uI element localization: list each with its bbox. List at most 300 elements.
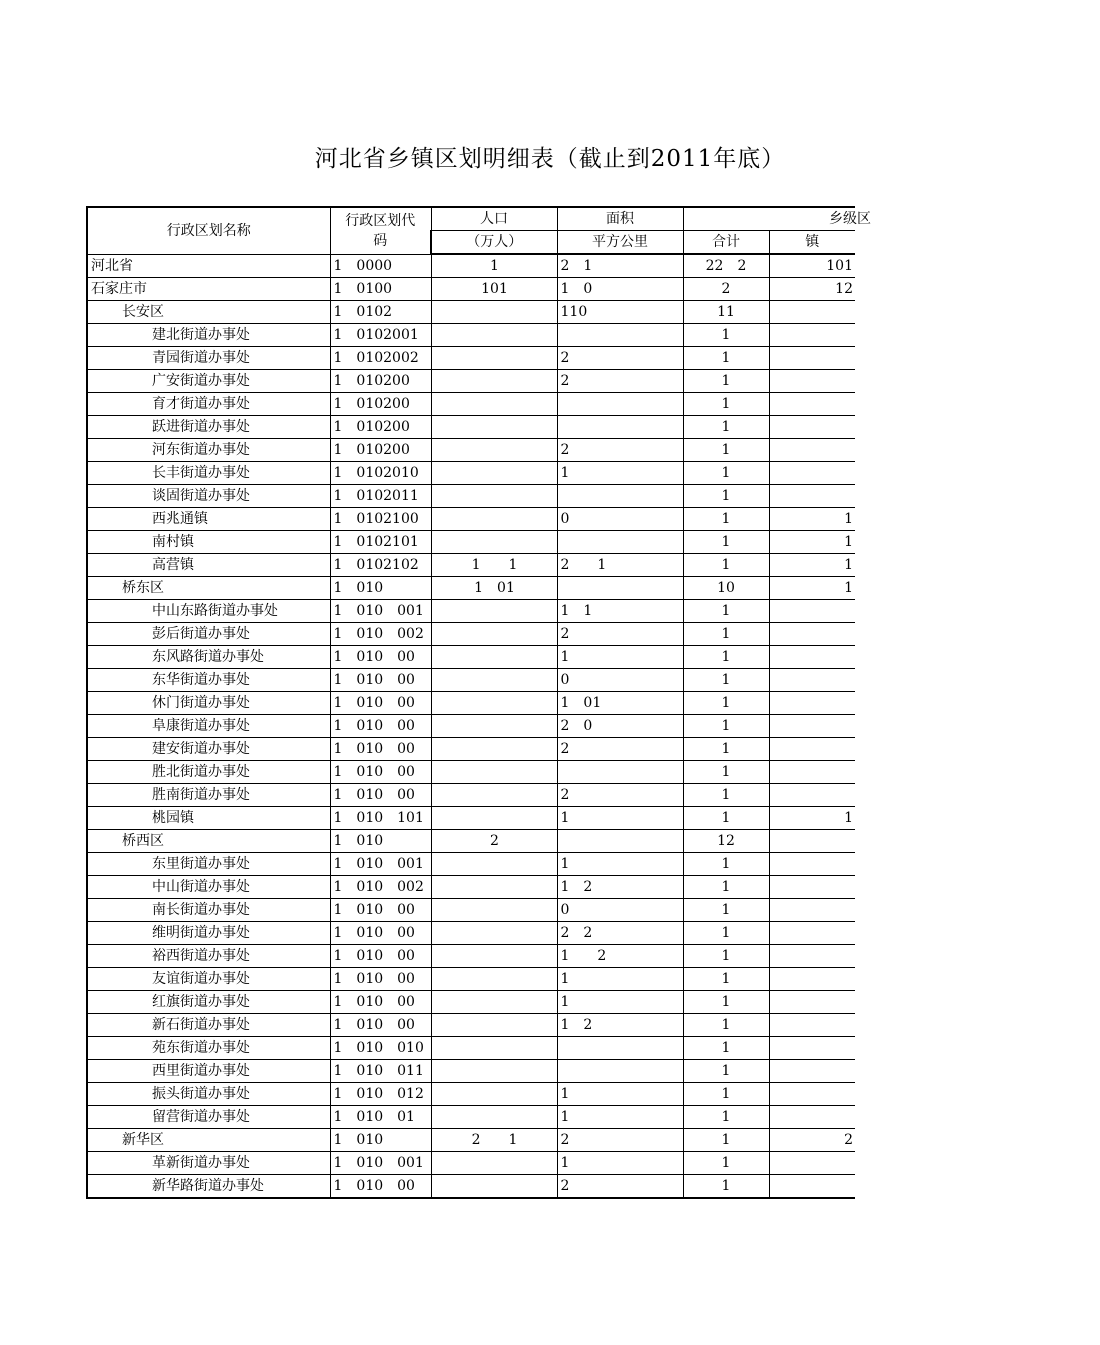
table-row xyxy=(87,1014,855,1037)
row-area xyxy=(557,1037,683,1060)
row-population xyxy=(431,761,557,784)
row-town-count xyxy=(769,1037,855,1060)
header-town: 镇 xyxy=(769,231,855,255)
row-area: 2 xyxy=(557,623,683,646)
row-area: 0 xyxy=(557,508,683,531)
row-total: 1 xyxy=(683,692,769,715)
row-name: 中山东路街道办事处 xyxy=(87,600,330,623)
row-town-count xyxy=(769,830,855,853)
row-area xyxy=(557,393,683,416)
row-name: 新石街道办事处 xyxy=(87,1014,330,1037)
header-pop-unit: （万人） xyxy=(431,231,557,255)
row-town-count xyxy=(769,416,855,439)
row-area: 0 xyxy=(557,899,683,922)
row-town-count xyxy=(769,485,855,508)
row-population xyxy=(431,669,557,692)
row-code: 1 010 00 xyxy=(330,692,431,715)
row-population xyxy=(431,393,557,416)
table-row xyxy=(87,876,855,899)
row-population xyxy=(431,1106,557,1129)
row-code: 1 010200 xyxy=(330,393,431,416)
row-total: 1 xyxy=(683,393,769,416)
row-population xyxy=(431,922,557,945)
row-population xyxy=(431,738,557,761)
row-name: 河东街道办事处 xyxy=(87,439,330,462)
table-row xyxy=(87,278,855,301)
row-area: 2 xyxy=(557,1175,683,1199)
row-area xyxy=(557,761,683,784)
row-name: 中山街道办事处 xyxy=(87,876,330,899)
row-population xyxy=(431,853,557,876)
table-row xyxy=(87,899,855,922)
row-population: 101 xyxy=(431,278,557,301)
row-population xyxy=(431,508,557,531)
table-row xyxy=(87,646,855,669)
table-row xyxy=(87,853,855,876)
header-area-unit: 平方公里 xyxy=(557,231,683,255)
row-area: 1 xyxy=(557,807,683,830)
header-total: 合计 xyxy=(683,231,769,255)
row-population xyxy=(431,807,557,830)
row-code: 1 010 00 xyxy=(330,1014,431,1037)
row-town-count xyxy=(769,393,855,416)
row-code: 1 010 011 xyxy=(330,1060,431,1083)
row-name: 谈固街道办事处 xyxy=(87,485,330,508)
row-town-count xyxy=(769,669,855,692)
row-population: 1 xyxy=(431,254,557,278)
row-code: 1 010 002 xyxy=(330,876,431,899)
row-population xyxy=(431,347,557,370)
row-town-count xyxy=(769,347,855,370)
row-population xyxy=(431,462,557,485)
row-name: 广安街道办事处 xyxy=(87,370,330,393)
row-code: 1 010 00 xyxy=(330,715,431,738)
row-name: 桥西区 xyxy=(87,830,330,853)
row-town-count xyxy=(769,991,855,1014)
header-code-line1: 行政区划代 xyxy=(345,212,416,229)
row-town-count: 1 xyxy=(769,577,855,600)
row-total: 12 xyxy=(683,830,769,853)
row-name: 青园街道办事处 xyxy=(87,347,330,370)
row-town-count xyxy=(769,784,855,807)
table-row xyxy=(87,508,855,531)
row-population xyxy=(431,715,557,738)
row-area: 2 xyxy=(557,370,683,393)
row-code: 1 0102002 xyxy=(330,347,431,370)
row-total: 1 xyxy=(683,508,769,531)
row-total: 11 xyxy=(683,301,769,324)
row-town-count xyxy=(769,899,855,922)
row-area xyxy=(557,485,683,508)
row-name: 休门街道办事处 xyxy=(87,692,330,715)
row-code: 1 0102102 xyxy=(330,554,431,577)
table-row xyxy=(87,991,855,1014)
row-code: 1 0102100 xyxy=(330,508,431,531)
row-area: 1 xyxy=(557,1106,683,1129)
row-name: 东风路街道办事处 xyxy=(87,646,330,669)
row-name: 高营镇 xyxy=(87,554,330,577)
row-total: 1 xyxy=(683,876,769,899)
row-code: 1 010 001 xyxy=(330,600,431,623)
table-row xyxy=(87,554,855,577)
row-area: 2 xyxy=(557,439,683,462)
table-row xyxy=(87,715,855,738)
row-area: 1 xyxy=(557,1083,683,1106)
table-row xyxy=(87,1175,855,1199)
row-total: 1 xyxy=(683,1037,769,1060)
table-row xyxy=(87,531,855,554)
row-total: 1 xyxy=(683,1106,769,1129)
row-area xyxy=(557,830,683,853)
header-code xyxy=(330,207,431,254)
row-area: 110 xyxy=(557,301,683,324)
row-population xyxy=(431,991,557,1014)
row-total: 1 xyxy=(683,991,769,1014)
row-area: 1 xyxy=(557,462,683,485)
row-population xyxy=(431,945,557,968)
row-name: 新华路街道办事处 xyxy=(87,1175,330,1199)
table-row xyxy=(87,393,855,416)
row-name: 桥东区 xyxy=(87,577,330,600)
table-row xyxy=(87,669,855,692)
row-code: 1 010 00 xyxy=(330,669,431,692)
row-total: 10 xyxy=(683,577,769,600)
row-code: 1 010200 xyxy=(330,370,431,393)
row-population: 1 1 xyxy=(431,554,557,577)
division-table xyxy=(86,206,871,1199)
row-total: 1 xyxy=(683,462,769,485)
row-area: 2 xyxy=(557,738,683,761)
row-code: 1 010 00 xyxy=(330,646,431,669)
row-town-count xyxy=(769,692,855,715)
row-area: 1 1 xyxy=(557,600,683,623)
row-town-count xyxy=(769,922,855,945)
row-code: 1 010 001 xyxy=(330,1152,431,1175)
row-name: 彭后街道办事处 xyxy=(87,623,330,646)
row-name: 建安街道办事处 xyxy=(87,738,330,761)
table-row xyxy=(87,945,855,968)
row-code: 1 010 xyxy=(330,1129,431,1152)
row-total: 1 xyxy=(683,324,769,347)
row-town-count xyxy=(769,715,855,738)
row-area: 2 2 xyxy=(557,922,683,945)
row-population xyxy=(431,370,557,393)
row-population xyxy=(431,1175,557,1199)
row-area xyxy=(557,577,683,600)
table-row xyxy=(87,922,855,945)
row-total: 1 xyxy=(683,968,769,991)
table-row xyxy=(87,1037,855,1060)
row-town-count: 1 xyxy=(769,508,855,531)
row-town-count xyxy=(769,876,855,899)
header-township-label: 乡级区 xyxy=(829,211,871,227)
header-code-line2: 码 xyxy=(373,232,388,249)
table-body xyxy=(87,254,855,1198)
row-code: 1 010 00 xyxy=(330,968,431,991)
row-population xyxy=(431,416,557,439)
row-town-count xyxy=(769,1083,855,1106)
row-town-count: 101 xyxy=(769,254,855,278)
table-header xyxy=(87,207,871,254)
row-area: 2 1 xyxy=(557,554,683,577)
table-row xyxy=(87,1106,855,1129)
row-total: 1 xyxy=(683,370,769,393)
row-population xyxy=(431,899,557,922)
row-area: 2 xyxy=(557,1129,683,1152)
table-row xyxy=(87,439,855,462)
row-code: 1 010 010 xyxy=(330,1037,431,1060)
row-name: 东华街道办事处 xyxy=(87,669,330,692)
row-population xyxy=(431,1152,557,1175)
table-row xyxy=(87,324,855,347)
row-population xyxy=(431,600,557,623)
row-code: 1 010 001 xyxy=(330,853,431,876)
row-name: 维明街道办事处 xyxy=(87,922,330,945)
row-town-count xyxy=(769,600,855,623)
row-area: 1 2 xyxy=(557,945,683,968)
row-total: 1 xyxy=(683,761,769,784)
row-population xyxy=(431,439,557,462)
header-area: 面积 xyxy=(557,207,683,231)
row-total: 1 xyxy=(683,416,769,439)
row-area: 2 xyxy=(557,347,683,370)
row-total: 1 xyxy=(683,554,769,577)
row-population xyxy=(431,623,557,646)
row-area: 2 0 xyxy=(557,715,683,738)
row-total: 1 xyxy=(683,1175,769,1199)
table-row xyxy=(87,692,855,715)
row-area xyxy=(557,416,683,439)
row-population xyxy=(431,324,557,347)
row-town-count xyxy=(769,1152,855,1175)
row-total: 1 xyxy=(683,669,769,692)
table-row xyxy=(87,968,855,991)
row-town-count xyxy=(769,1060,855,1083)
row-town-count xyxy=(769,301,855,324)
row-code: 1 010 00 xyxy=(330,1175,431,1199)
row-total: 1 xyxy=(683,646,769,669)
row-name: 红旗街道办事处 xyxy=(87,991,330,1014)
table-row xyxy=(87,1129,855,1152)
row-name: 桃园镇 xyxy=(87,807,330,830)
row-area: 1 01 xyxy=(557,692,683,715)
row-population xyxy=(431,1083,557,1106)
row-code: 1 010 01 xyxy=(330,1106,431,1129)
row-name: 阜康街道办事处 xyxy=(87,715,330,738)
row-population xyxy=(431,1037,557,1060)
row-town-count xyxy=(769,1106,855,1129)
row-area xyxy=(557,324,683,347)
row-name: 南长街道办事处 xyxy=(87,899,330,922)
row-area: 1 2 xyxy=(557,876,683,899)
table-row xyxy=(87,462,855,485)
row-total: 1 xyxy=(683,347,769,370)
row-code: 1 010200 xyxy=(330,439,431,462)
row-name: 石家庄市 xyxy=(87,278,330,301)
row-name: 南村镇 xyxy=(87,531,330,554)
row-name: 育才街道办事处 xyxy=(87,393,330,416)
row-population xyxy=(431,968,557,991)
row-name: 跃进街道办事处 xyxy=(87,416,330,439)
row-town-count xyxy=(769,439,855,462)
row-population xyxy=(431,646,557,669)
table-row xyxy=(87,577,855,600)
row-name: 建北街道办事处 xyxy=(87,324,330,347)
row-area: 2 1 xyxy=(557,254,683,278)
row-total: 1 xyxy=(683,807,769,830)
row-name: 裕西街道办事处 xyxy=(87,945,330,968)
row-population xyxy=(431,784,557,807)
table-row xyxy=(87,485,855,508)
row-code: 1 0102 xyxy=(330,301,431,324)
row-town-count xyxy=(769,370,855,393)
row-code: 1 010 012 xyxy=(330,1083,431,1106)
row-town-count xyxy=(769,968,855,991)
row-total: 2 xyxy=(683,278,769,301)
row-town-count: 2 xyxy=(769,1129,855,1152)
row-total: 1 xyxy=(683,623,769,646)
row-total: 1 xyxy=(683,1083,769,1106)
row-total: 1 xyxy=(683,1129,769,1152)
table-row xyxy=(87,1060,855,1083)
row-total: 1 xyxy=(683,853,769,876)
row-total: 1 xyxy=(683,922,769,945)
row-town-count xyxy=(769,646,855,669)
table-row xyxy=(87,1152,855,1175)
page-title: 河北省乡镇区划明细表（截止到2011年底） xyxy=(314,146,786,172)
row-area: 1 xyxy=(557,991,683,1014)
row-code: 1 0000 xyxy=(330,254,431,278)
row-name: 西兆通镇 xyxy=(87,508,330,531)
table-row xyxy=(87,254,855,278)
row-population: 2 1 xyxy=(431,1129,557,1152)
row-name: 西里街道办事处 xyxy=(87,1060,330,1083)
row-total: 1 xyxy=(683,1060,769,1083)
row-total: 1 xyxy=(683,715,769,738)
row-town-count: 12 xyxy=(769,278,855,301)
row-code: 1 010 xyxy=(330,830,431,853)
row-code: 1 010 00 xyxy=(330,922,431,945)
row-code: 1 010 00 xyxy=(330,738,431,761)
row-area xyxy=(557,1060,683,1083)
table-row xyxy=(87,600,855,623)
row-population: 1 01 xyxy=(431,577,557,600)
row-town-count: 1 xyxy=(769,531,855,554)
row-population xyxy=(431,692,557,715)
division-table-container xyxy=(86,206,871,1199)
row-population xyxy=(431,1060,557,1083)
table-row xyxy=(87,738,855,761)
row-name: 留营街道办事处 xyxy=(87,1106,330,1129)
row-code: 1 010 00 xyxy=(330,945,431,968)
row-area: 1 0 xyxy=(557,278,683,301)
table-row xyxy=(87,370,855,393)
row-town-count xyxy=(769,1175,855,1199)
row-total: 22 2 xyxy=(683,254,769,278)
row-code: 1 0102010 xyxy=(330,462,431,485)
row-town-count xyxy=(769,738,855,761)
row-code: 1 0102011 xyxy=(330,485,431,508)
table-row xyxy=(87,830,855,853)
row-area: 2 xyxy=(557,784,683,807)
row-code: 1 010 xyxy=(330,577,431,600)
row-name: 河北省 xyxy=(87,254,330,278)
row-town-count xyxy=(769,1014,855,1037)
row-area: 1 xyxy=(557,968,683,991)
row-area: 1 xyxy=(557,646,683,669)
row-area: 0 xyxy=(557,669,683,692)
row-town-count xyxy=(769,945,855,968)
row-name: 新华区 xyxy=(87,1129,330,1152)
row-name: 友谊街道办事处 xyxy=(87,968,330,991)
table-row xyxy=(87,416,855,439)
row-population xyxy=(431,301,557,324)
row-town-count: 1 xyxy=(769,554,855,577)
row-area xyxy=(557,531,683,554)
row-total: 1 xyxy=(683,738,769,761)
table-row xyxy=(87,807,855,830)
table-row xyxy=(87,784,855,807)
row-population xyxy=(431,485,557,508)
table-row xyxy=(87,301,855,324)
row-name: 长丰街道办事处 xyxy=(87,462,330,485)
row-population xyxy=(431,531,557,554)
row-population xyxy=(431,876,557,899)
row-total: 1 xyxy=(683,784,769,807)
header-township xyxy=(683,207,871,231)
row-total: 1 xyxy=(683,439,769,462)
row-code: 1 0102101 xyxy=(330,531,431,554)
row-town-count xyxy=(769,853,855,876)
row-code: 1 0102001 xyxy=(330,324,431,347)
row-town-count xyxy=(769,761,855,784)
row-total: 1 xyxy=(683,1014,769,1037)
row-town-count xyxy=(769,462,855,485)
row-code: 1 010 002 xyxy=(330,623,431,646)
row-area: 1 2 xyxy=(557,1014,683,1037)
row-name: 振头街道办事处 xyxy=(87,1083,330,1106)
table-row xyxy=(87,1083,855,1106)
row-area: 1 xyxy=(557,1152,683,1175)
row-name: 革新街道办事处 xyxy=(87,1152,330,1175)
row-population: 2 xyxy=(431,830,557,853)
row-code: 1 010200 xyxy=(330,416,431,439)
header-pop: 人口 xyxy=(431,207,557,231)
row-town-count: 1 xyxy=(769,807,855,830)
row-code: 1 010 101 xyxy=(330,807,431,830)
table-row xyxy=(87,623,855,646)
row-name: 苑东街道办事处 xyxy=(87,1037,330,1060)
table-row xyxy=(87,761,855,784)
row-area: 1 xyxy=(557,853,683,876)
row-name: 胜南街道办事处 xyxy=(87,784,330,807)
row-code: 1 0100 xyxy=(330,278,431,301)
row-code: 1 010 00 xyxy=(330,784,431,807)
row-population xyxy=(431,1014,557,1037)
row-name: 长安区 xyxy=(87,301,330,324)
row-town-count xyxy=(769,324,855,347)
header-name: 行政区划名称 xyxy=(87,207,330,254)
row-code: 1 010 00 xyxy=(330,761,431,784)
row-total: 1 xyxy=(683,899,769,922)
row-total: 1 xyxy=(683,600,769,623)
table-row xyxy=(87,347,855,370)
row-total: 1 xyxy=(683,945,769,968)
row-total: 1 xyxy=(683,1152,769,1175)
row-total: 1 xyxy=(683,485,769,508)
row-code: 1 010 00 xyxy=(330,991,431,1014)
row-town-count xyxy=(769,623,855,646)
